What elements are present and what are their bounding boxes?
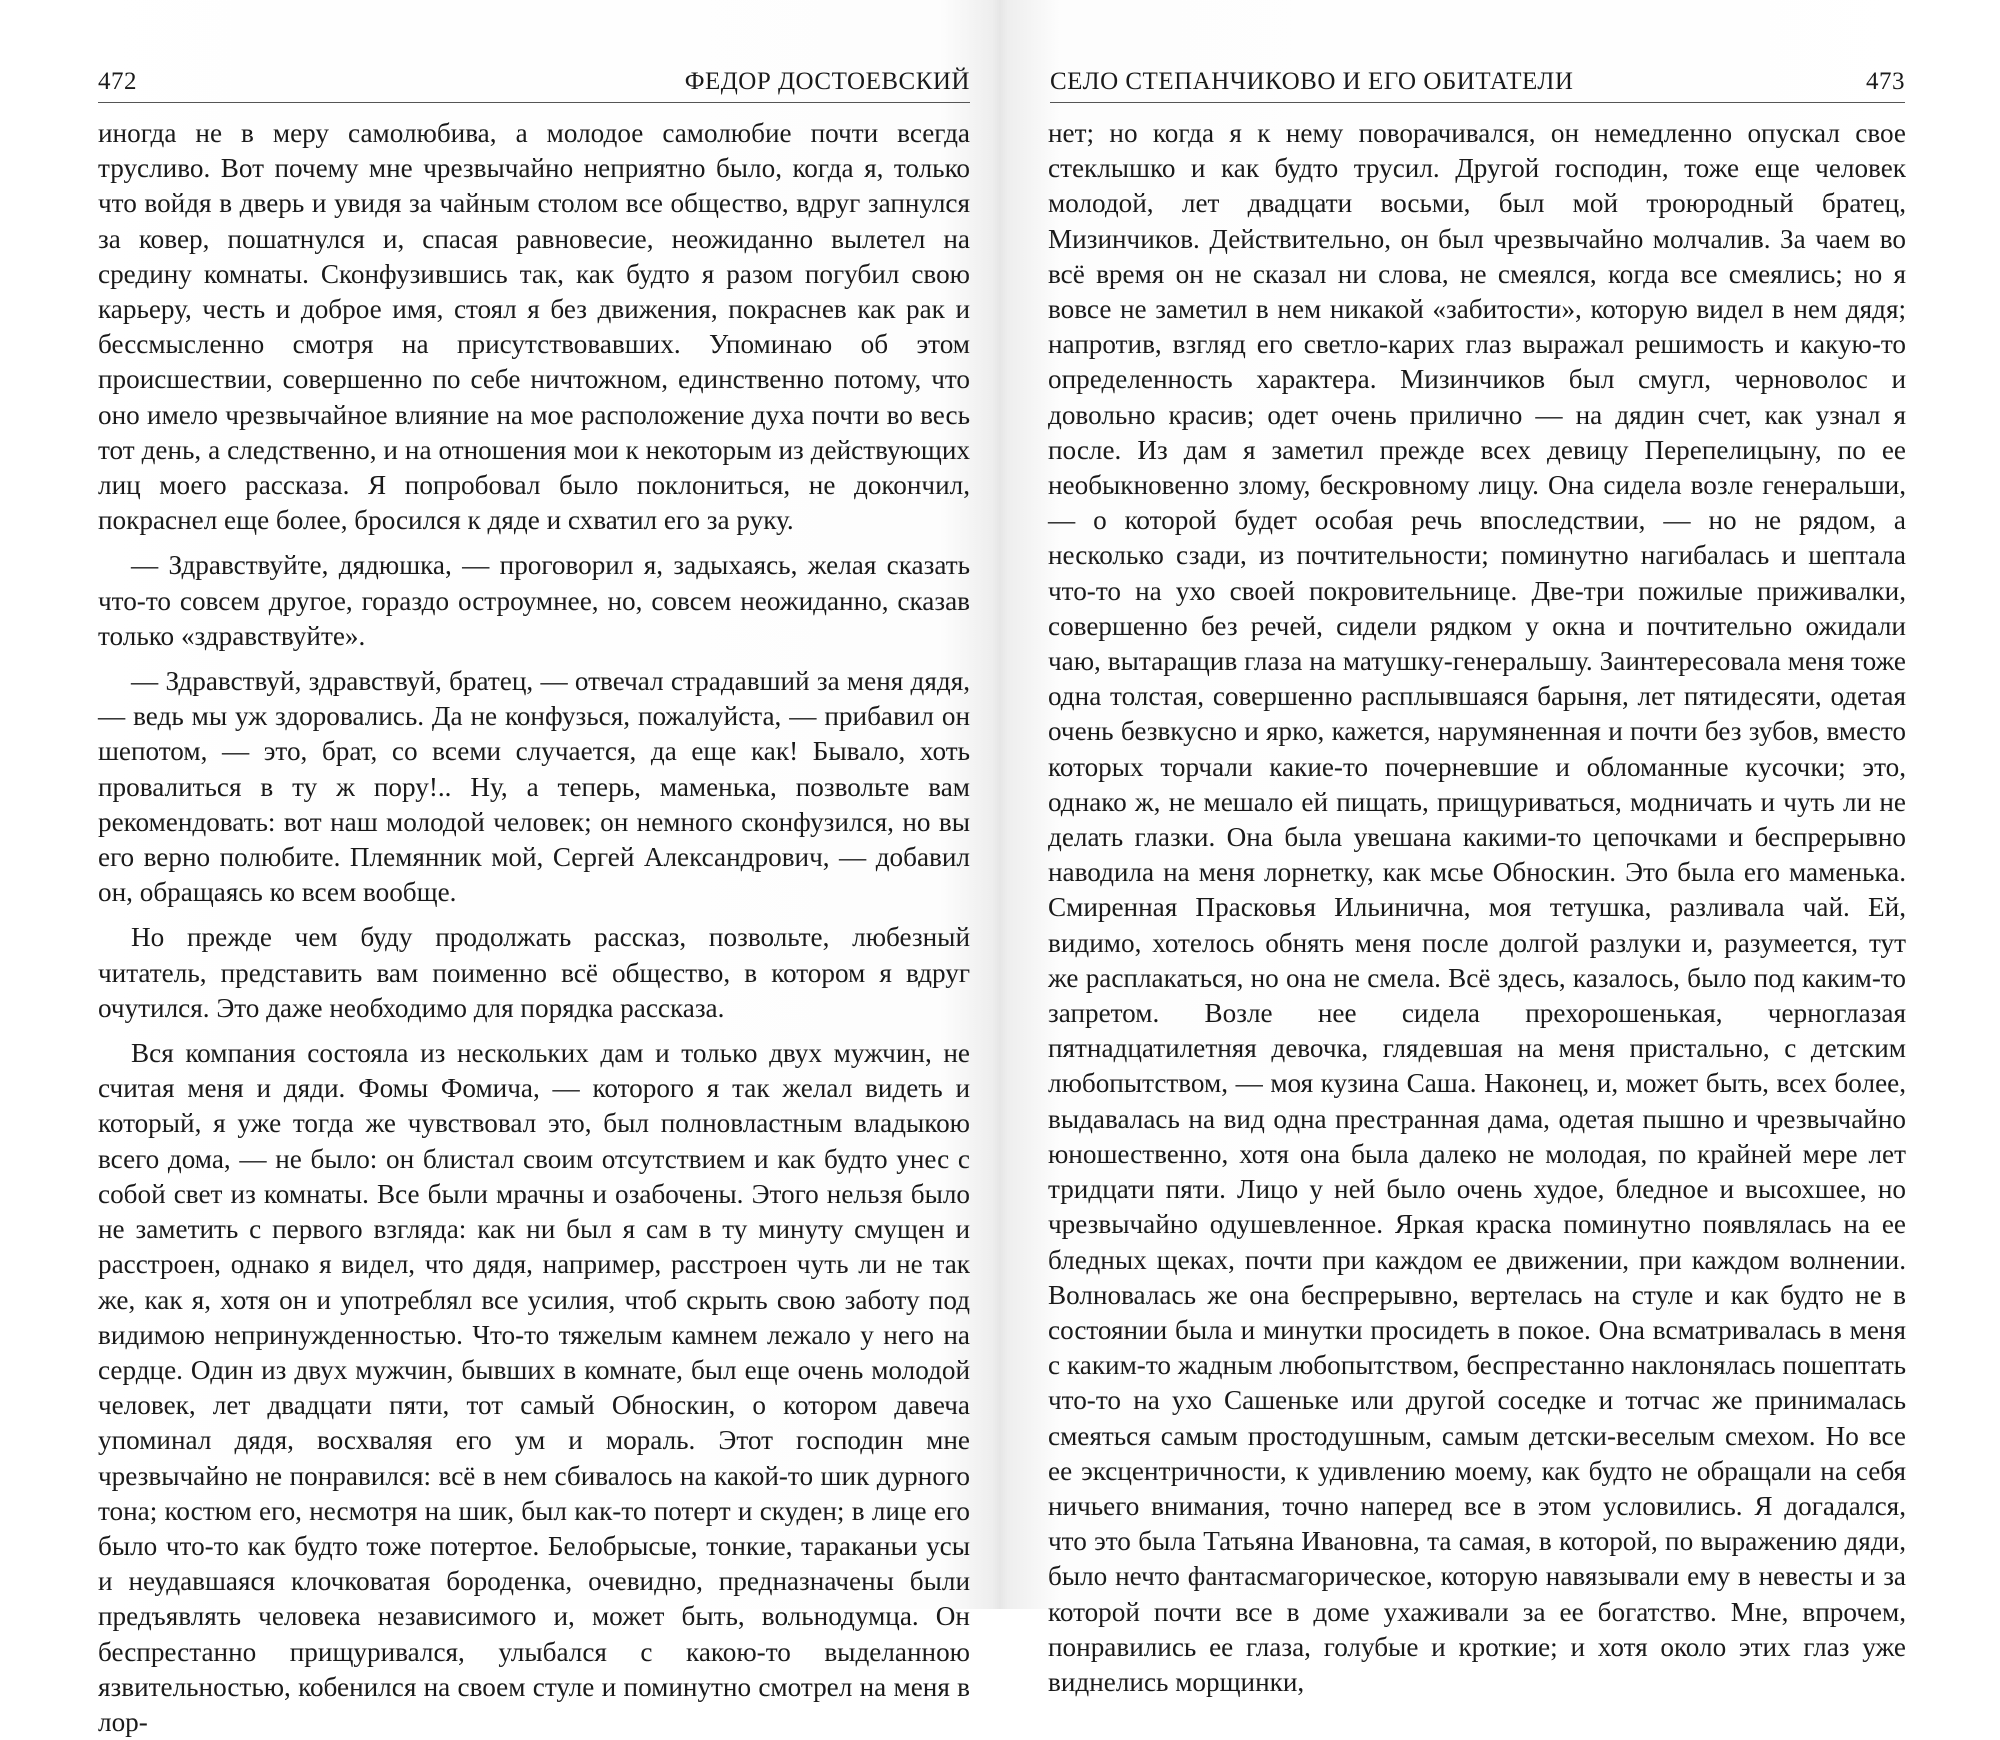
paragraph: иногда не в меру самолюбива, а молодое самолюбие почти всегда трусливо. Вот почему мне чрезвычайно неприятно было, когда я, только что войдя в дверь и увидя за чайным столом все общество, вдруг запнулся за ковер, пошатнулся и, спасая равновесие, неожиданно вылетел на средину комнаты. Сконфузившись так, как будто я разом погубил свою карьеру, честь и доброе имя, стоял я без движения, покраснев как рак и бессмысленно смотря на присутствовавших. Упоминаю об этом происшествии, совершенно по себе ничтожном, единственно потому, что оно имело чрезвычайное влияние на мое расположение духа почти во весь тот день, а следственно, и на отношения мои к некоторым из действующих лиц моего рассказа. Я попробовал было поклониться, не докончил, покраснел еще более, бросился к дяде и схватил его за руку. bbox=[98, 118, 970, 536]
left-page bbox=[0, 0, 1000, 1737]
right-page-number: 473 bbox=[1866, 68, 1905, 95]
left-page-number: 472 bbox=[98, 68, 137, 95]
right-page-text bbox=[1048, 116, 1906, 1700]
left-running-head: ФЕДОР ДОСТОЕВСКИЙ bbox=[684, 68, 970, 95]
left-page-header bbox=[98, 62, 970, 103]
right-running-head: СЕЛО СТЕПАНЧИКОВО И ЕГО ОБИТАТЕЛИ bbox=[1050, 68, 1574, 95]
paragraph: — Здравствуй, здравствуй, братец, — отвечал страдавший за меня дядя, — ведь мы уж здоровались. Да не конфузься, пожалуйста, — прибавил он шепотом, — это, брат, со всеми случается, да еще как! Бывало, хоть провалиться в ту ж пору!.. Ну, а теперь, маменька, позвольте вам рекомендовать: вот наш молодой человек; он немного сконфузился, но вы его верно полюбите. Племянник мой, Сергей Александрович, — добавил он, обращаясь ко всем вообще. bbox=[98, 666, 970, 908]
right-page-header bbox=[1050, 62, 1905, 103]
left-page-text bbox=[98, 116, 970, 1740]
paragraph: — Здравствуйте, дядюшка, — проговорил я, задыхаясь, желая сказать что-то совсем другое, гораздо остроумнее, но, совсем неожиданно, сказав только «здравствуйте». bbox=[98, 550, 970, 651]
right-page bbox=[1000, 0, 2000, 1697]
paragraph: нет; но когда я к нему поворачивался, он немедленно опускал свое стеклышко и как будто трусил. Другой господин, тоже еще человек молодой, лет двадцати восьми, был мой троюродный братец, Мизинчиков. Действительно, он был чрезвычайно молчалив. За чаем во всё время он не сказал ни слова, не смеялся, когда все смеялись; но я вовсе не заметил в нем никакой «забитости», которую видел в нем дядя; напротив, взгляд его светло-карих глаз выражал решимость и какую-то определенность характера. Мизинчиков был смугл, черноволос и довольно красив; одет очень прилично — на дядин счет, как узнал я после. Из дам я заметил прежде всех девицу Перепелицыну, по ее необыкновенно злому, бескровному лицу. Она сидела возле генеральши, — о которой будет особая речь впоследствии, — но не рядом, а несколько сзади, из почтительности; поминутно нагибалась и шептала что-то на ухо своей покровительнице. Две-три пожилые приживалки, совершенно без речей, сидели рядком у окна и почтительно ожидали чаю, вытаращив глаза на матушку-генеральшу. Заинтересовала меня тоже одна толстая, совершенно расплывшаяся барыня, лет пятидесяти, одетая очень безвкусно и ярко, кажется, нарумяненная и почти без зубов, вместо которых торчали какие-то почерневшие и обломанные кусочки; это, однако ж, не мешало ей пищать, прищуриваться, модничать и чуть ли не делать глазки. Она была увешана какими-то цепочками и беспрерывно наводила на меня лорнетку, как мсье Обноскин. Это была его маменька. Смиренная Прасковья Ильинична, моя тетушка, разливала чай. Ей, видимо, хотелось обнять меня после долгой разлуки и, разумеется, тут же расплакаться, но она не смела. Всё здесь, казалось, было под каким-то запретом. Возле нее сидела прехорошенькая, черноглазая пятнадцатилетняя девочка, глядевшая на меня пристально, с детским любопытством, — моя кузина Саша. Наконец, и, может быть, всех более, выдавалась на вид одна престранная дама, одетая пышно и чрезвычайно юношественно, хотя она была далеко не молодая, по крайней мере лет тридцати пяти. Лицо у ней было очень худое, бледное и высохшее, но чрезвычайно одушевленное. Яркая краска поминутно появлялась на ее бледных щеках, почти при каждом ее движении, при каждом волнении. Волновалась же она беспрерывно, вертелась на стуле и как будто не в состоянии была и минутки просидеть в покое. Она всматривалась в меня с каким-то жадным любопытством, беспрестанно наклонялась пошептать что-то на ухо Сашеньке или другой соседке и тотчас же принималась смеяться самым простодушным, самым детски-веселым смехом. Но все ее эксцентричности, к удивлению моему, как будто не обращали на себя ничьего внимания, точно наперед все в этом условились. Я догадался, что это была Татьяна Ивановна, та самая, в которой, по выражению дяди, было нечто фантасмагорическое, которую навязывали ему в невесты и за которой почти все в доме ухаживали за ее богатство. Мне, впрочем, понравились ее глаза, голубые и кроткие; и хотя около этих глаз уже виднелись морщинки, bbox=[1048, 118, 1906, 1697]
paragraph: Вся компания состояла из нескольких дам и только двух мужчин, не считая меня и дяди. Фомы Фомича, — которого я так желал видеть и который, я уже тогда же чувствовал это, был полновластным владыкою всего дома, — не было: он блистал своим отсутствием и как будто унес с собой свет из комнаты. Все были мрачны и озабочены. Этого нельзя было не заметить с первого взгляда: как ни был я сам в ту минуту смущен и расстроен, однако я видел, что дядя, например, расстроен чуть ли не так же, как я, хотя он и употреблял все усилия, чтоб скрыть свою заботу под видимою непринужденностью. Что-то тяжелым камнем лежало у него на сердце. Один из двух мужчин, бывших в комнате, был еще очень молодой человек, лет двадцати пяти, тот самый Обноскин, о котором давеча упоминал дядя, восхваляя его ум и мораль. Этот господин мне чрезвычайно не понравился: всё в нем сбивалось на какой-то шик дурного тона; костюм его, несмотря на шик, был как-то потерт и скуден; в лице его было что-то как будто тоже потертое. Белобрысые, тонкие, тараканьи усы и неудавшаяся клочковатая бороденка, очевидно, предназначены были предъявлять человека независимого и, может быть, вольнодумца. Он беспрестанно прищуривался, улыбался с какою-то выделанною язвительностью, кобенился на своем стуле и поминутно смотрел на меня в лор- bbox=[98, 1038, 970, 1737]
paragraph: Но прежде чем буду продолжать рассказ, позвольте, любезный читатель, представить вам поименно всё общество, в котором я вдруг очутился. Это даже необходимо для порядка рассказа. bbox=[98, 922, 970, 1023]
